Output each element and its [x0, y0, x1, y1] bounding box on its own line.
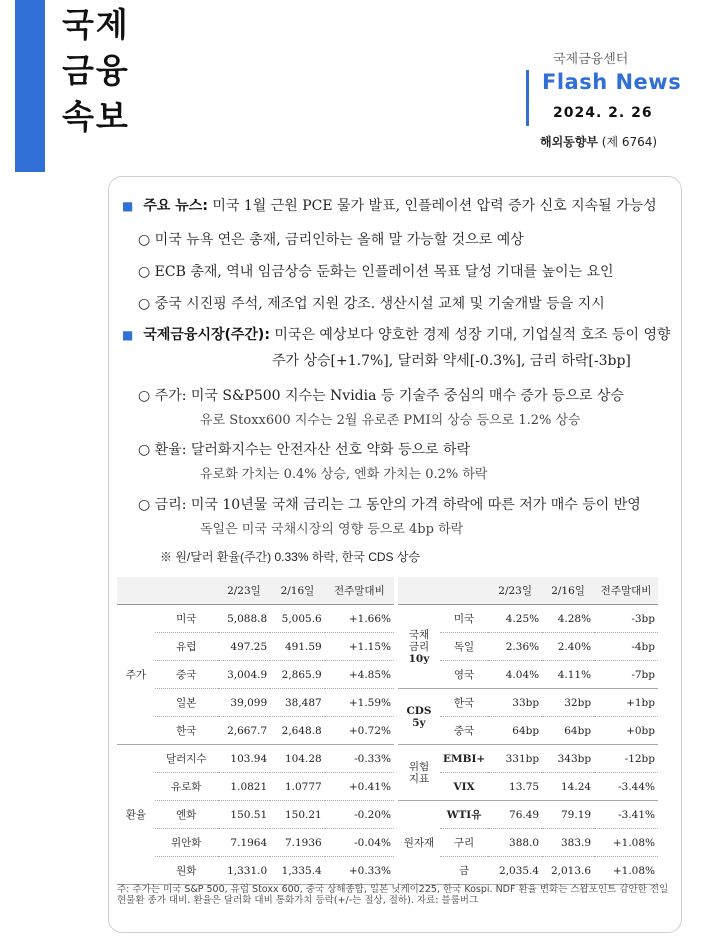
table-header-cell: 2/16일: [270, 577, 325, 605]
change-cell: +1.66%: [325, 605, 394, 633]
change-cell: -12bp: [594, 745, 658, 773]
value-cell: 79.19: [542, 801, 594, 829]
fx-item: ○ 환율: 달러화지수는 안전자산 선호 약화 등으로 하락: [138, 442, 471, 458]
change-cell: +0bp: [594, 717, 658, 745]
fx-note: ※ 원/달러 환율(주간) 0.33% 하락, 한국 CDS 상승: [160, 550, 421, 564]
table-row: [398, 745, 658, 773]
table-header-row: [117, 577, 394, 605]
table-header-cell: 전주말대비: [325, 577, 394, 605]
value-cell: 1,331.0: [218, 857, 270, 885]
table-header-cell: 2/16일: [542, 577, 594, 605]
value-cell: 38,487: [270, 689, 325, 717]
value-cell: 5,088.8: [218, 605, 270, 633]
news-item-1: ○ 미국 뉴욕 연은 총재, 금리인하는 올해 말 가능할 것으로 예상: [138, 232, 524, 248]
row-label: 금: [440, 857, 488, 885]
table-header-row: [398, 577, 658, 605]
fx-item-cont: 유로화 가치는 0.4% 상승, 엔화 가치는 0.2% 하락: [200, 467, 488, 482]
table-header-cell: 2/23일: [488, 577, 542, 605]
row-label: 유럽: [155, 633, 218, 661]
row-label: 한국: [440, 689, 488, 717]
value-cell: 2,648.8: [270, 717, 325, 745]
change-cell: +1bp: [594, 689, 658, 717]
table-row: [117, 773, 394, 801]
market-headline-cont: 주가 상승[+1.7%], 달러화 약세[-0.3%], 금리 하락[-3bp]: [272, 353, 631, 369]
value-cell: 1.0821: [218, 773, 270, 801]
stock-item-cont: 유로 Stoxx600 지수는 2월 유로존 PMI의 상승 등으로 1.2% 상승: [200, 413, 581, 428]
value-cell: 4.28%: [542, 605, 594, 633]
table-row: [398, 801, 658, 829]
group-label: 원자재: [398, 801, 440, 885]
value-cell: 1,335.4: [270, 857, 325, 885]
flash-news-label: Flash News: [542, 70, 682, 94]
row-label: VIX: [440, 773, 488, 801]
table-row: [117, 801, 394, 829]
value-cell: 4.25%: [488, 605, 542, 633]
value-cell: 64bp: [488, 717, 542, 745]
value-cell: 2,865.9: [270, 661, 325, 689]
value-cell: 388.0: [488, 829, 542, 857]
value-cell: 331bp: [488, 745, 542, 773]
row-label: 달러지수: [155, 745, 218, 773]
change-cell: +0.41%: [325, 773, 394, 801]
value-cell: 150.21: [270, 801, 325, 829]
row-label: 원화: [155, 857, 218, 885]
change-cell: -0.04%: [325, 829, 394, 857]
row-label: 구리: [440, 829, 488, 857]
square-bullet-icon: ■: [122, 328, 134, 342]
value-cell: 497.25: [218, 633, 270, 661]
value-cell: 39,099: [218, 689, 270, 717]
center-name: 국제금융센터: [553, 52, 629, 67]
department: [540, 133, 657, 150]
row-label: 미국: [440, 605, 488, 633]
market-table-left: [117, 577, 394, 885]
group-label: 위험 지표: [398, 745, 440, 801]
value-cell: 64bp: [542, 717, 594, 745]
value-cell: 32bp: [542, 689, 594, 717]
news-headline: [122, 195, 657, 215]
table-header-cell: [155, 577, 218, 605]
table-row: [117, 745, 394, 773]
value-cell: 2,013.6: [542, 857, 594, 885]
value-cell: 1.0777: [270, 773, 325, 801]
row-label: 유로화: [155, 773, 218, 801]
header-divider: [526, 70, 529, 126]
value-cell: 2.36%: [488, 633, 542, 661]
value-cell: 76.49: [488, 801, 542, 829]
value-cell: 343bp: [542, 745, 594, 773]
change-cell: +1.59%: [325, 689, 394, 717]
change-cell: -7bp: [594, 661, 658, 689]
value-cell: 2.40%: [542, 633, 594, 661]
row-label: 독일: [440, 633, 488, 661]
change-cell: -3bp: [594, 605, 658, 633]
dept-number: (제 6764): [601, 135, 658, 149]
value-cell: 4.04%: [488, 661, 542, 689]
value-cell: 104.28: [270, 745, 325, 773]
value-cell: 491.59: [270, 633, 325, 661]
value-cell: 7.1936: [270, 829, 325, 857]
table-row: [117, 605, 394, 633]
value-cell: 2,035.4: [488, 857, 542, 885]
row-label: 미국: [155, 605, 218, 633]
table-header-cell: 전주말대비: [594, 577, 658, 605]
news-headline-text: 미국 1월 근원 PCE 물가 발표, 인플레이션 압력 증가 신호 지속될 가능성: [212, 198, 657, 214]
news-item-3: ○ 중국 시진핑 주석, 제조업 지원 강조. 생산시설 교체 및 기술개발 등을 지시: [138, 296, 605, 312]
table-row: [398, 689, 658, 717]
table-row: [117, 689, 394, 717]
report-title: [62, 2, 130, 140]
table-header-cell: [117, 577, 155, 605]
row-label: 위안화: [155, 829, 218, 857]
table-header-cell: 2/23일: [218, 577, 270, 605]
table-footnote: 주: 주가는 미국 S&P 500, 유럽 Stoxx 600, 중국 상해종합, 일본 닛케이225, 한국 Kospi. NDF 환율 변화는 스왑포인트 감안한 전일 현물환 종가 대비. 환율은 달러화 대비 통화가치 등락(+/-는 절상, 절하). 자료: 블룸버그: [117, 884, 669, 906]
rate-item-cont: 독일은 미국 국채시장의 영향 등으로 4bp 하락: [200, 522, 464, 537]
row-label: 중국: [155, 661, 218, 689]
table-row: [398, 605, 658, 633]
square-bullet-icon: ■: [122, 199, 134, 213]
value-cell: 150.51: [218, 801, 270, 829]
value-cell: 7.1964: [218, 829, 270, 857]
market-headline-text: 미국은 예상보다 양호한 경제 성장 기대, 기업실적 호조 등이 영향: [274, 327, 671, 343]
rate-item: ○ 금리: 미국 10년물 국채 금리는 그 동안의 가격 하락에 따른 저가 매수 등이 반영: [138, 497, 641, 513]
value-cell: 14.24: [542, 773, 594, 801]
row-label: EMBI+: [440, 745, 488, 773]
value-cell: 2,667.7: [218, 717, 270, 745]
table-row: [117, 661, 394, 689]
row-label: WTI유: [440, 801, 488, 829]
change-cell: +0.72%: [325, 717, 394, 745]
value-cell: 383.9: [542, 829, 594, 857]
value-cell: 4.11%: [542, 661, 594, 689]
row-label: 영국: [440, 661, 488, 689]
title-line-1: 국제: [62, 5, 130, 44]
value-cell: 103.94: [218, 745, 270, 773]
report-date: 2024. 2. 26: [553, 105, 653, 121]
group-label: CDS 5y: [398, 689, 440, 745]
market-table-right: [398, 577, 658, 885]
stock-item: ○ 주가: 미국 S&P500 지수는 Nvidia 등 기술주 중심의 매수 증가 등으로 상승: [138, 388, 625, 404]
change-cell: +0.33%: [325, 857, 394, 885]
change-cell: +1.08%: [594, 829, 658, 857]
value-cell: 3,004.9: [218, 661, 270, 689]
dept-name: 해외동향부: [540, 135, 598, 149]
value-cell: 5,005.6: [270, 605, 325, 633]
change-cell: +1.15%: [325, 633, 394, 661]
row-label: 엔화: [155, 801, 218, 829]
change-cell: +1.08%: [594, 857, 658, 885]
title-line-2: 금융: [62, 51, 130, 90]
change-cell: -0.33%: [325, 745, 394, 773]
news-label: 주요 뉴스:: [143, 198, 208, 214]
row-label: 한국: [155, 717, 218, 745]
market-label: 국제금융시장(주간):: [143, 327, 270, 343]
change-cell: -0.20%: [325, 801, 394, 829]
news-item-2: ○ ECB 총재, 역내 임금상승 둔화는 인플레이션 목표 달성 기대를 높이는 요인: [138, 264, 614, 280]
table-header-cell: [398, 577, 440, 605]
change-cell: -3.44%: [594, 773, 658, 801]
table-row: [117, 857, 394, 885]
group-label: 주가: [117, 605, 155, 745]
table-row: [117, 829, 394, 857]
group-label: 환율: [117, 745, 155, 885]
row-label: 일본: [155, 689, 218, 717]
header-accent-bar: [15, 0, 45, 172]
value-cell: 33bp: [488, 689, 542, 717]
market-headline: [122, 324, 671, 344]
table-row: [117, 717, 394, 745]
table-header-cell: [440, 577, 488, 605]
table-row: [117, 633, 394, 661]
row-label: 중국: [440, 717, 488, 745]
title-line-3: 속보: [62, 97, 130, 136]
value-cell: 13.75: [488, 773, 542, 801]
group-label: 국채 금리 10y: [398, 605, 440, 689]
change-cell: -4bp: [594, 633, 658, 661]
change-cell: -3.41%: [594, 801, 658, 829]
change-cell: +4.85%: [325, 661, 394, 689]
